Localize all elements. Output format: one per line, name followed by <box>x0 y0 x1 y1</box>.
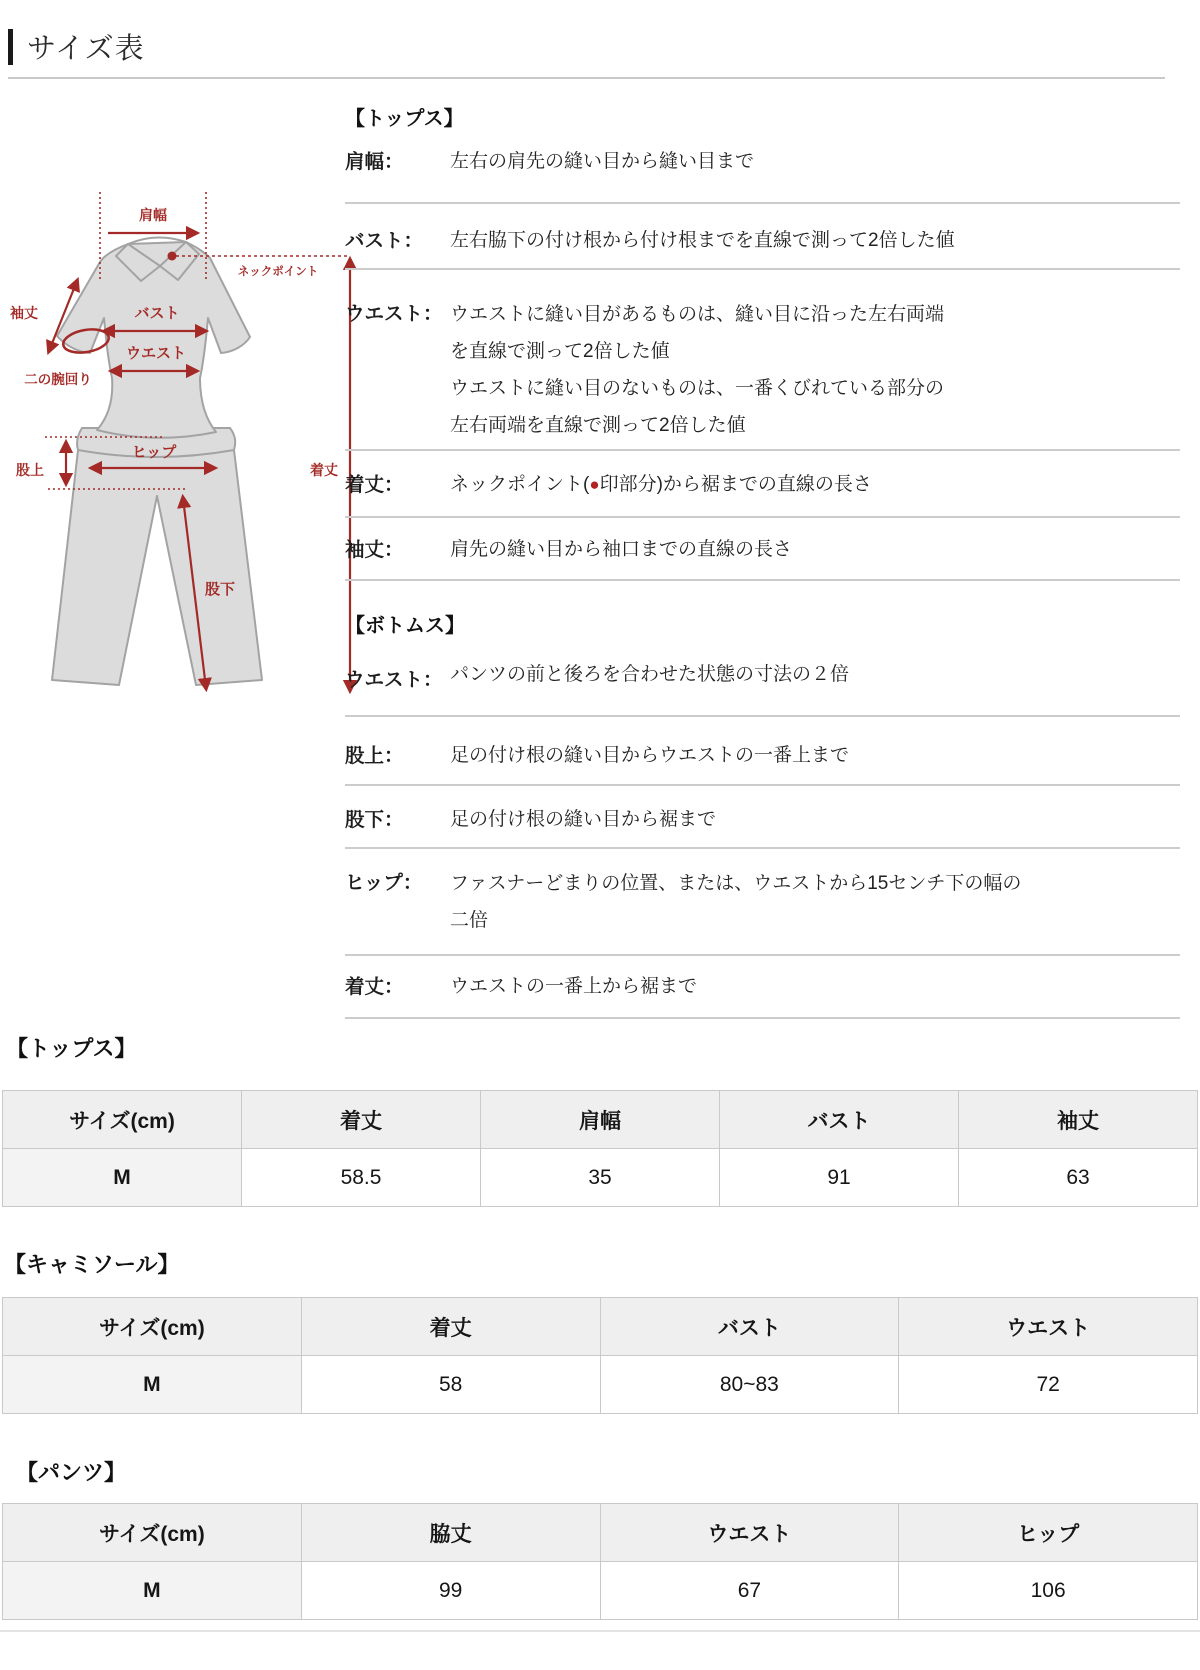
tops-definitions-heading: 【トップス】 <box>345 108 464 130</box>
shoulder-width-label: 肩幅 <box>139 207 167 223</box>
sleeve-length-label: 袖丈 <box>10 305 38 321</box>
table-row <box>3 1356 1198 1414</box>
column-header-size: サイズ(cm) <box>3 1504 302 1562</box>
value-cell: 106 <box>899 1562 1198 1620</box>
definition-row-length-bottoms <box>345 956 1180 1019</box>
definition-term: 股下： <box>345 809 404 831</box>
title-accent-bar <box>8 29 13 65</box>
definition-row-inseam <box>345 786 1180 849</box>
definition-text: 足の付け根の縫い目から裾まで <box>450 809 717 830</box>
waist-label: ウエスト <box>125 345 187 362</box>
definition-text-part: 印部分)から裾までの直線の長さ <box>599 474 872 495</box>
pants-table-heading: 【パンツ】 <box>16 1460 127 1485</box>
upper-arm-label: 二の腕回り <box>24 372 92 387</box>
table-header-row <box>3 1298 1198 1356</box>
hip-label: ヒップ <box>131 444 177 461</box>
pants-illustration <box>52 428 262 685</box>
definition-row-hip <box>345 849 1180 956</box>
column-header-bust: バスト <box>600 1298 899 1356</box>
bottoms-definitions-heading: 【ボトムス】 <box>345 615 465 637</box>
size-cell: M <box>3 1562 302 1620</box>
definition-term: ウエスト： <box>345 669 443 691</box>
tops-size-table <box>2 1090 1198 1207</box>
value-cell: 80~83 <box>600 1356 899 1414</box>
shirt-illustration <box>57 237 250 437</box>
value-cell: 63 <box>959 1149 1198 1207</box>
column-header-hip: ヒップ <box>899 1504 1198 1562</box>
tops-table-heading: 【トップス】 <box>6 1036 137 1061</box>
value-cell: 67 <box>600 1562 899 1620</box>
camisole-table-heading: 【キャミソール】 <box>4 1252 180 1277</box>
definition-text: 二倍 <box>450 910 489 931</box>
column-header-length: 着丈 <box>242 1091 481 1149</box>
definition-row-bust <box>345 204 1180 270</box>
definition-term: ヒップ： <box>345 872 423 894</box>
definition-row-length-top <box>345 451 1180 518</box>
column-header-bust: バスト <box>720 1091 959 1149</box>
pants-size-table <box>2 1503 1198 1620</box>
definition-term: 着丈： <box>345 976 404 998</box>
length-label: 着丈 <box>310 462 338 478</box>
bottom-divider <box>0 1630 1200 1632</box>
neck-point-dot <box>168 252 177 261</box>
page-title: サイズ表 <box>27 33 145 65</box>
definition-text: ウエストの一番上から裾まで <box>450 976 698 997</box>
column-header-shoulder: 肩幅 <box>481 1091 720 1149</box>
definition-text: 左右両端を直線で測って2倍した値 <box>450 415 746 436</box>
definition-text: 足の付け根の縫い目からウエストの一番上まで <box>450 745 850 766</box>
value-cell: 35 <box>481 1149 720 1207</box>
measurement-diagram <box>0 180 365 710</box>
definition-term: バスト： <box>345 230 424 252</box>
rise-label: 股上 <box>16 462 44 478</box>
red-dot-mark: ● <box>589 475 600 494</box>
definition-row-rise <box>345 717 1180 786</box>
definition-text: 左右脇下の付け根から付け根までを直線で測って2倍した値 <box>450 230 955 251</box>
value-cell: 72 <box>899 1356 1198 1414</box>
column-header-waist: ウエスト <box>899 1298 1198 1356</box>
value-cell: 99 <box>301 1562 600 1620</box>
definition-text: パンツの前と後ろを合わせた状態の寸法の２倍 <box>450 664 850 685</box>
camisole-size-table <box>2 1297 1198 1414</box>
column-header-size: サイズ(cm) <box>3 1091 242 1149</box>
column-header-sleeve: 袖丈 <box>959 1091 1198 1149</box>
table-header-row <box>3 1504 1198 1562</box>
definition-term: 股上： <box>345 745 404 767</box>
table-row <box>3 1149 1198 1207</box>
definition-text: 肩先の縫い目から袖口までの直線の長さ <box>450 539 793 560</box>
definition-text: ファスナーどまりの位置、または、ウエストから15センチ下の幅の <box>450 873 1022 894</box>
definition-text: ウエストに縫い目のないものは、一番くびれている部分の <box>450 378 945 399</box>
table-header-row <box>3 1091 1198 1149</box>
size-cell: M <box>3 1149 242 1207</box>
size-cell: M <box>3 1356 302 1414</box>
definition-row-waist-bottoms <box>345 640 1180 717</box>
neck-point-label: ネックポイント <box>237 266 319 278</box>
page-title-row <box>8 26 145 67</box>
inseam-label: 股下 <box>204 581 236 598</box>
definition-term: ウエスト： <box>345 303 443 325</box>
definition-text: 左右の肩先の縫い目から縫い目まで <box>450 151 755 172</box>
definition-text-part: ネックポイント( <box>450 474 590 495</box>
definition-text <box>450 472 1180 498</box>
definition-row-shoulder-width <box>345 133 1180 204</box>
column-header-length: 着丈 <box>301 1298 600 1356</box>
definition-term: 肩幅： <box>345 151 404 173</box>
value-cell: 58.5 <box>242 1149 481 1207</box>
definition-text: を直線で測って2倍した値 <box>450 341 670 362</box>
title-divider <box>8 77 1165 79</box>
definition-text: ウエストに縫い目があるものは、縫い目に沿った左右両端 <box>450 304 945 325</box>
table-row <box>3 1562 1198 1620</box>
bust-label: バスト <box>134 305 180 322</box>
column-header-side-length: 脇丈 <box>301 1504 600 1562</box>
value-cell: 91 <box>720 1149 959 1207</box>
definition-row-sleeve-length <box>345 518 1180 581</box>
measurement-definitions <box>345 105 1180 1019</box>
column-header-waist: ウエスト <box>600 1504 899 1562</box>
definition-row-waist <box>345 270 1180 451</box>
column-header-size: サイズ(cm) <box>3 1298 302 1356</box>
definition-term: 袖丈： <box>345 539 404 561</box>
value-cell: 58 <box>301 1356 600 1414</box>
definition-term: 着丈： <box>345 474 404 496</box>
